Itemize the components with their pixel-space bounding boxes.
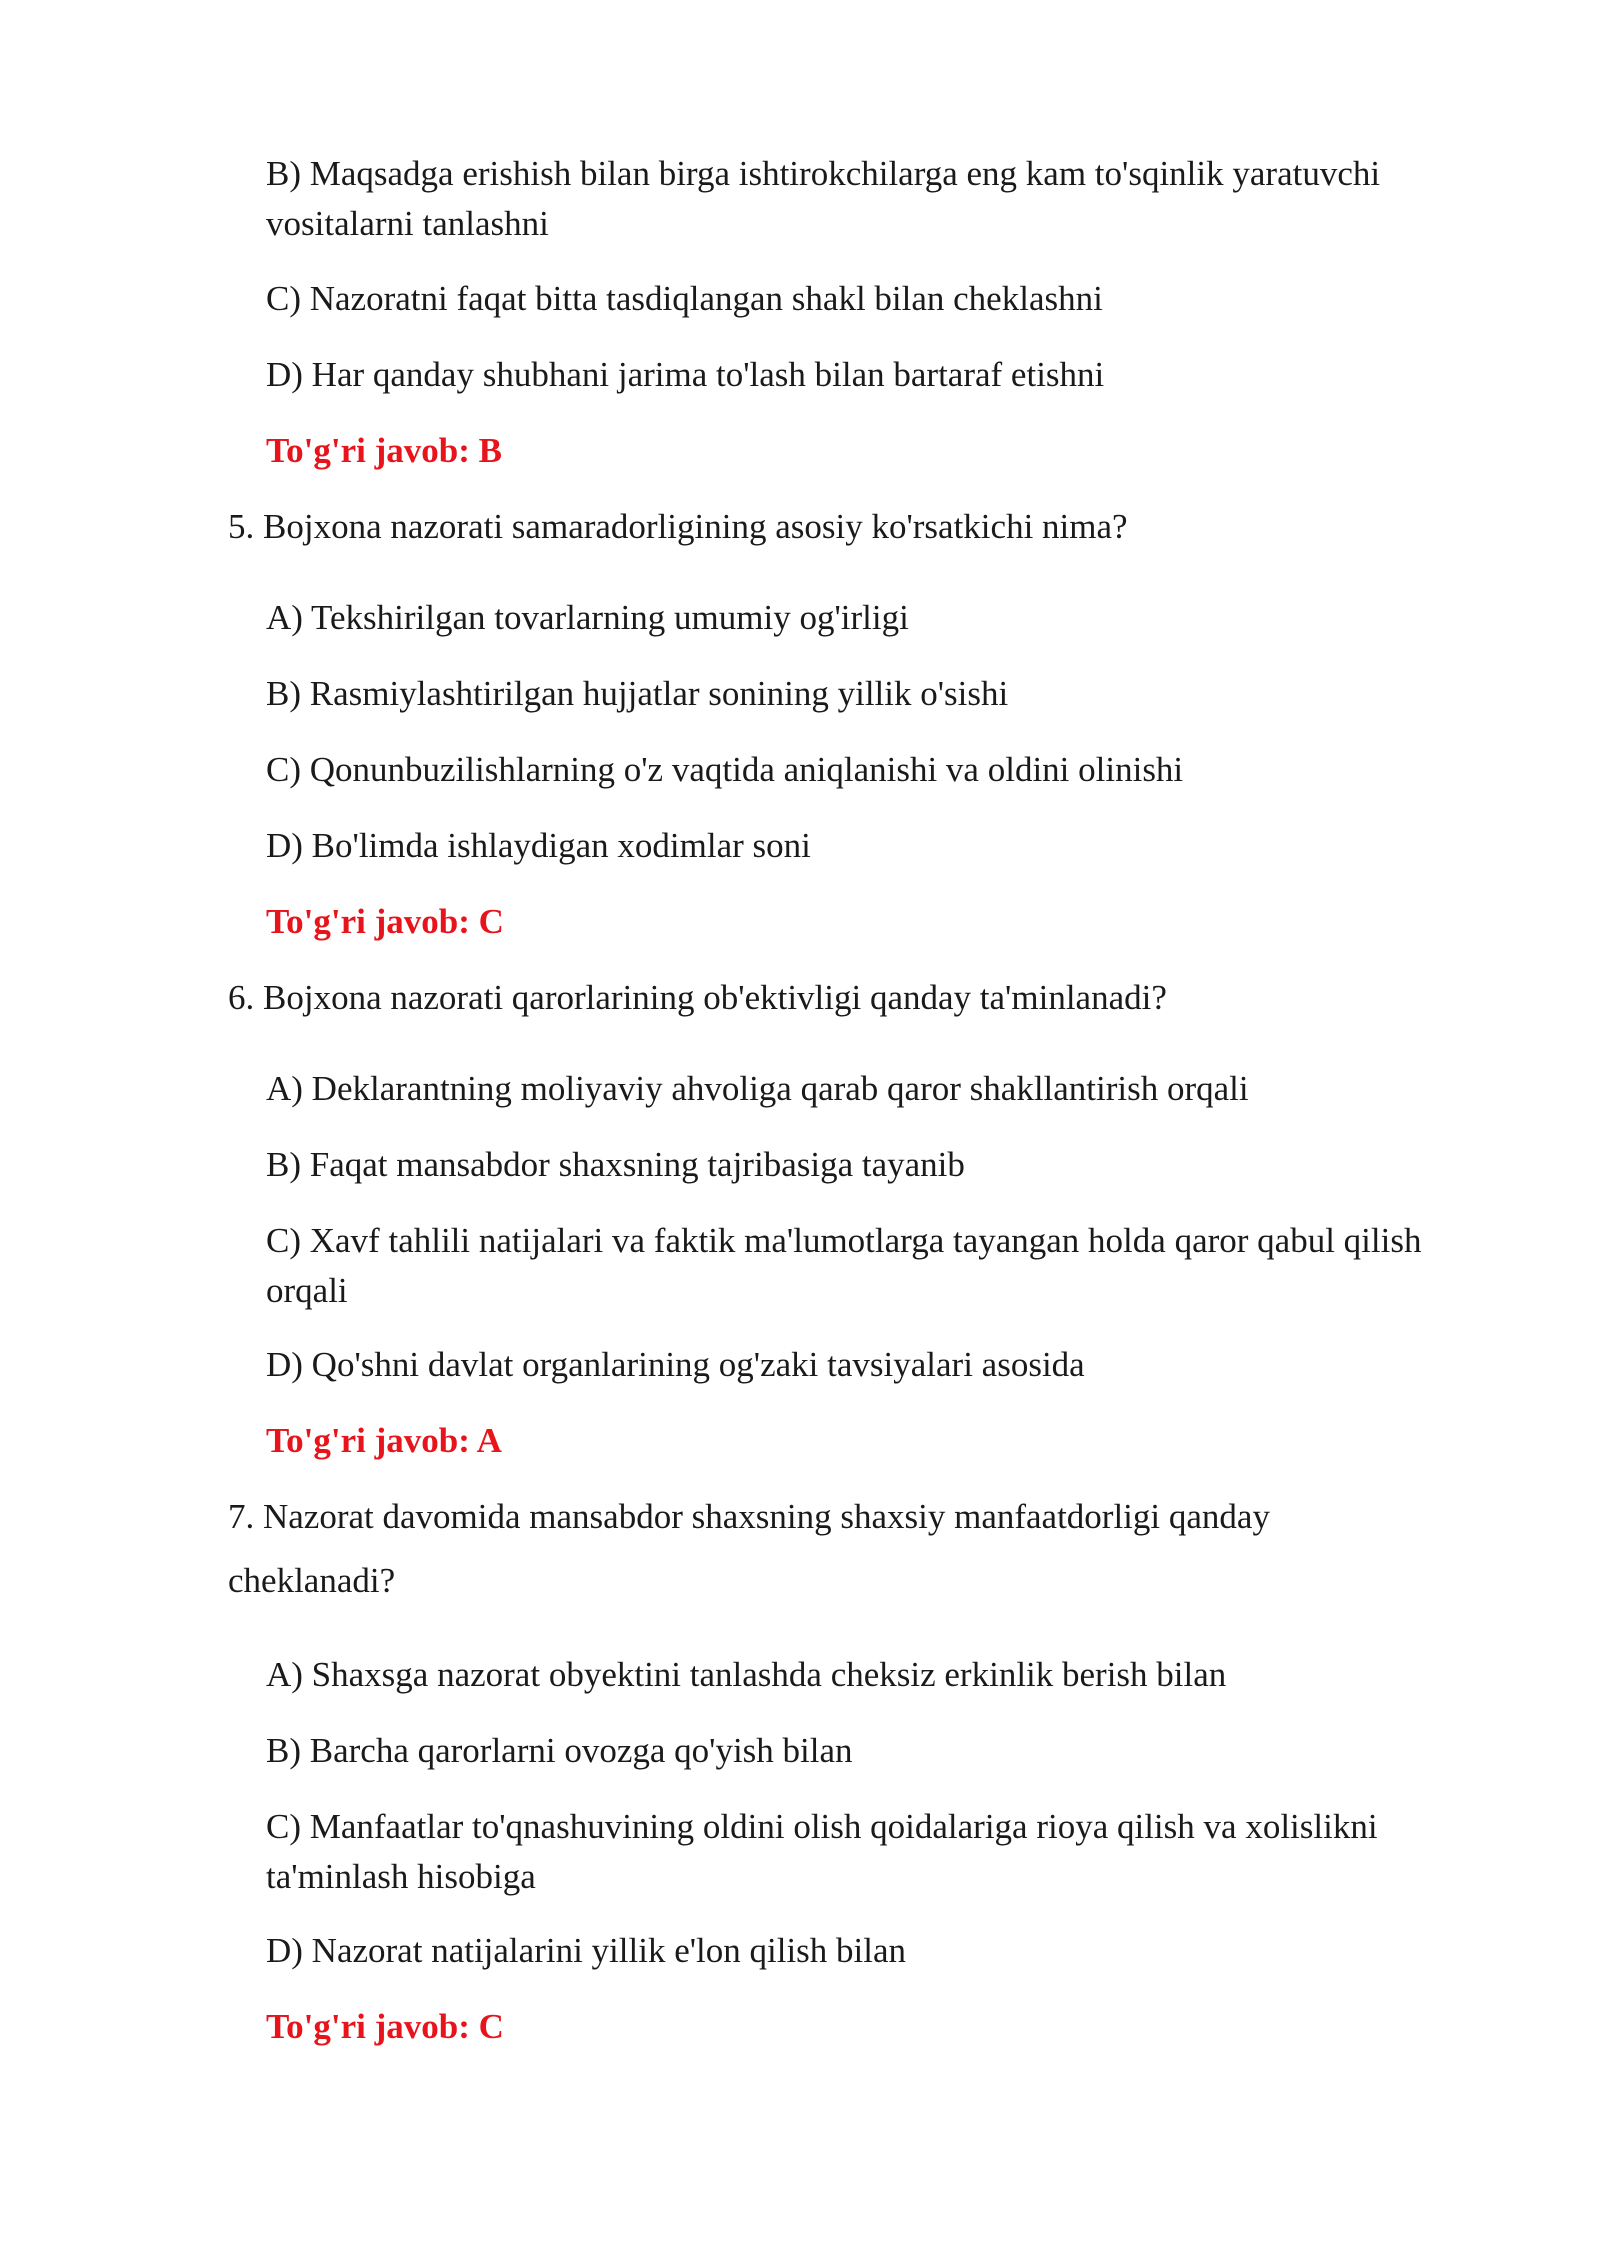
q4-option-d: D) Har qanday shubhani jarima to'lash bilan bartaraf etishni	[266, 355, 1105, 394]
q6-option-c: C) Xavf tahlili natijalari va faktik ma'lumotlarga tayangan holda qaror qabul qilish orqali	[266, 1221, 1422, 1310]
q7-option-a: A) Shaxsga nazorat obyektini tanlashda cheksiz erkinlik berish bilan	[266, 1655, 1227, 1694]
q7-option-b: B) Barcha qarorlarni ovozga qo'yish bilan	[266, 1731, 853, 1770]
q6-option-a: A) Deklarantning moliyaviy ahvoliga qarab qaror shakllantirish orqali	[266, 1069, 1249, 1108]
q5-option-d: D) Bo'limda ishlaydigan xodimlar soni	[266, 826, 811, 865]
q7-option-c: C) Manfaatlar to'qnashuvining oldini olish qoidalariga rioya qilish va xolislikni ta'minlash hisobiga	[266, 1807, 1378, 1896]
q4-option-b: B) Maqsadga erishish bilan birga ishtirokchilarga eng kam to'sqinlik yaratuvchi vositalarni tanlashni	[266, 154, 1381, 243]
q5-option-c: C) Qonunbuzilishlarning o'z vaqtida aniqlanishi va oldini olinishi	[266, 750, 1184, 789]
q7-answer: To'g'ri javob: C	[266, 2007, 504, 2046]
q5-answer: To'g'ri javob: C	[266, 902, 504, 941]
q7-option-d: D) Nazorat natijalarini yillik e'lon qilish bilan	[266, 1931, 907, 1970]
q7-question: 7. Nazorat davomida mansabdor shaxsning shaxsiy manfaatdorligi qanday cheklanadi?	[228, 1497, 1270, 1600]
q6-answer: To'g'ri javob: A	[266, 1421, 502, 1460]
q4-answer: To'g'ri javob: B	[266, 431, 502, 470]
q6-option-d: D) Qo'shni davlat organlarining og'zaki tavsiyalari asosida	[266, 1345, 1085, 1384]
q5-option-b: B) Rasmiylashtirilgan hujjatlar sonining yillik o'sishi	[266, 674, 1009, 713]
q5-question: 5. Bojxona nazorati samaradorligining asosiy ko'rsatkichi nima?	[228, 507, 1128, 546]
q6-option-b: B) Faqat mansabdor shaxsning tajribasiga tayanib	[266, 1145, 965, 1184]
q5-option-a: A) Tekshirilgan tovarlarning umumiy og'irligi	[266, 598, 909, 637]
q4-option-c: C) Nazoratni faqat bitta tasdiqlangan shakl bilan cheklashni	[266, 279, 1103, 318]
q6-question: 6. Bojxona nazorati qarorlarining ob'ektivligi qanday ta'minlanadi?	[228, 978, 1167, 1017]
